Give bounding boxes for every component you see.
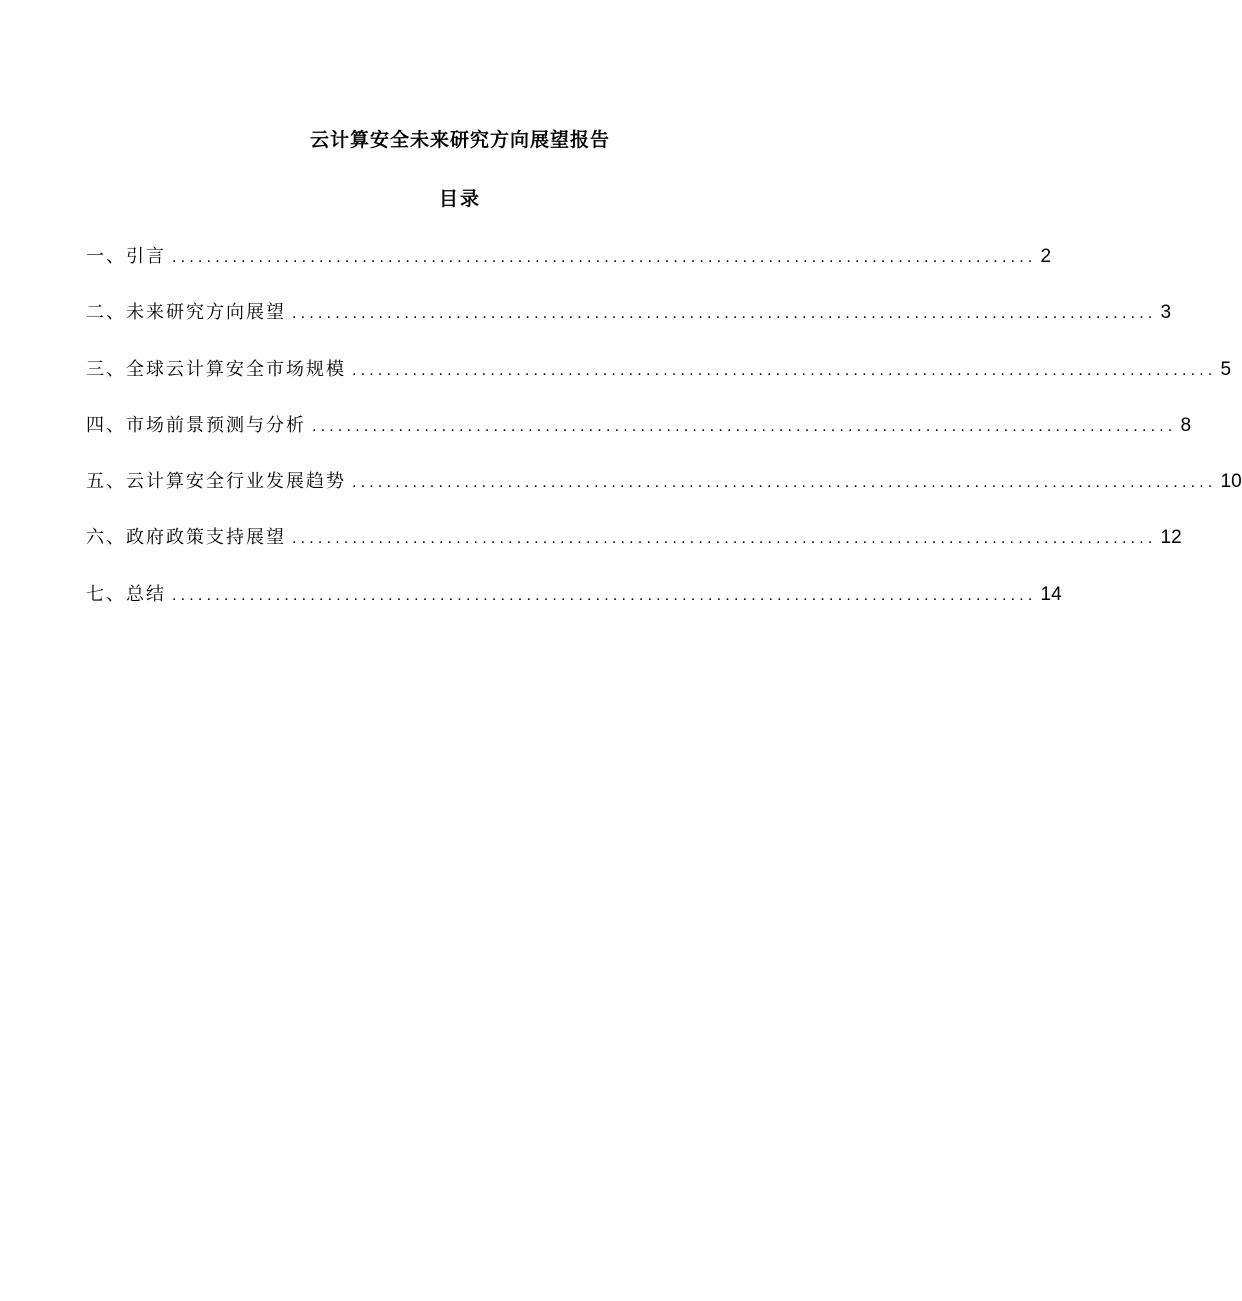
toc-entry-7[interactable]	[86, 580, 1062, 636]
toc-dot-leader: ....................................................................................................	[292, 530, 1157, 548]
document-title: 云计算安全未来研究方向展望报告	[309, 129, 610, 151]
toc-page-number: 2	[1040, 246, 1052, 267]
toc-entry-label: 未来研究方向展望	[126, 302, 286, 324]
toc-entry-label: 政府政策支持展望	[126, 527, 286, 549]
toc-page-number: 8	[1180, 414, 1192, 436]
toc-entry-number: 七、	[86, 583, 126, 605]
toc-page-number: 12	[1160, 527, 1182, 549]
toc-page-number: 5	[1220, 358, 1232, 380]
toc-entry-label: 云计算安全行业发展趋势	[126, 471, 346, 493]
toc-entry-4[interactable]	[86, 411, 1192, 467]
toc-heading: 目录	[438, 188, 481, 210]
toc-entry-6[interactable]	[86, 523, 1182, 579]
toc-dot-leader: ....................................................................................................	[292, 305, 1157, 323]
toc-dot-leader: ....................................................................................................	[172, 586, 1037, 604]
toc-entry-number: 六、	[86, 527, 126, 549]
table-of-contents	[86, 242, 1242, 636]
toc-entry-1[interactable]	[86, 242, 1052, 298]
toc-entry-number: 三、	[86, 358, 126, 380]
toc-entry-label: 市场前景预测与分析	[126, 414, 306, 436]
toc-entry-label: 总结	[126, 583, 166, 605]
toc-dot-leader: ....................................................................................................	[172, 249, 1037, 266]
toc-dot-leader: ....................................................................................................	[312, 417, 1177, 435]
toc-entry-label: 全球云计算安全市场规模	[126, 358, 346, 380]
toc-entry-number: 一、	[86, 246, 126, 267]
toc-entry-number: 四、	[86, 414, 126, 436]
toc-page-number: 14	[1040, 583, 1062, 605]
toc-entry-5[interactable]	[86, 467, 1242, 523]
toc-entry-3[interactable]	[86, 355, 1232, 411]
toc-dot-leader: ....................................................................................................	[352, 361, 1217, 379]
toc-page-number: 10	[1220, 471, 1242, 493]
toc-entry-label: 引言	[126, 246, 166, 267]
toc-entry-2[interactable]	[86, 298, 1172, 354]
toc-entry-number: 二、	[86, 302, 126, 324]
toc-entry-number: 五、	[86, 471, 126, 493]
toc-page-number: 3	[1160, 302, 1172, 324]
toc-dot-leader: ....................................................................................................	[352, 474, 1217, 492]
